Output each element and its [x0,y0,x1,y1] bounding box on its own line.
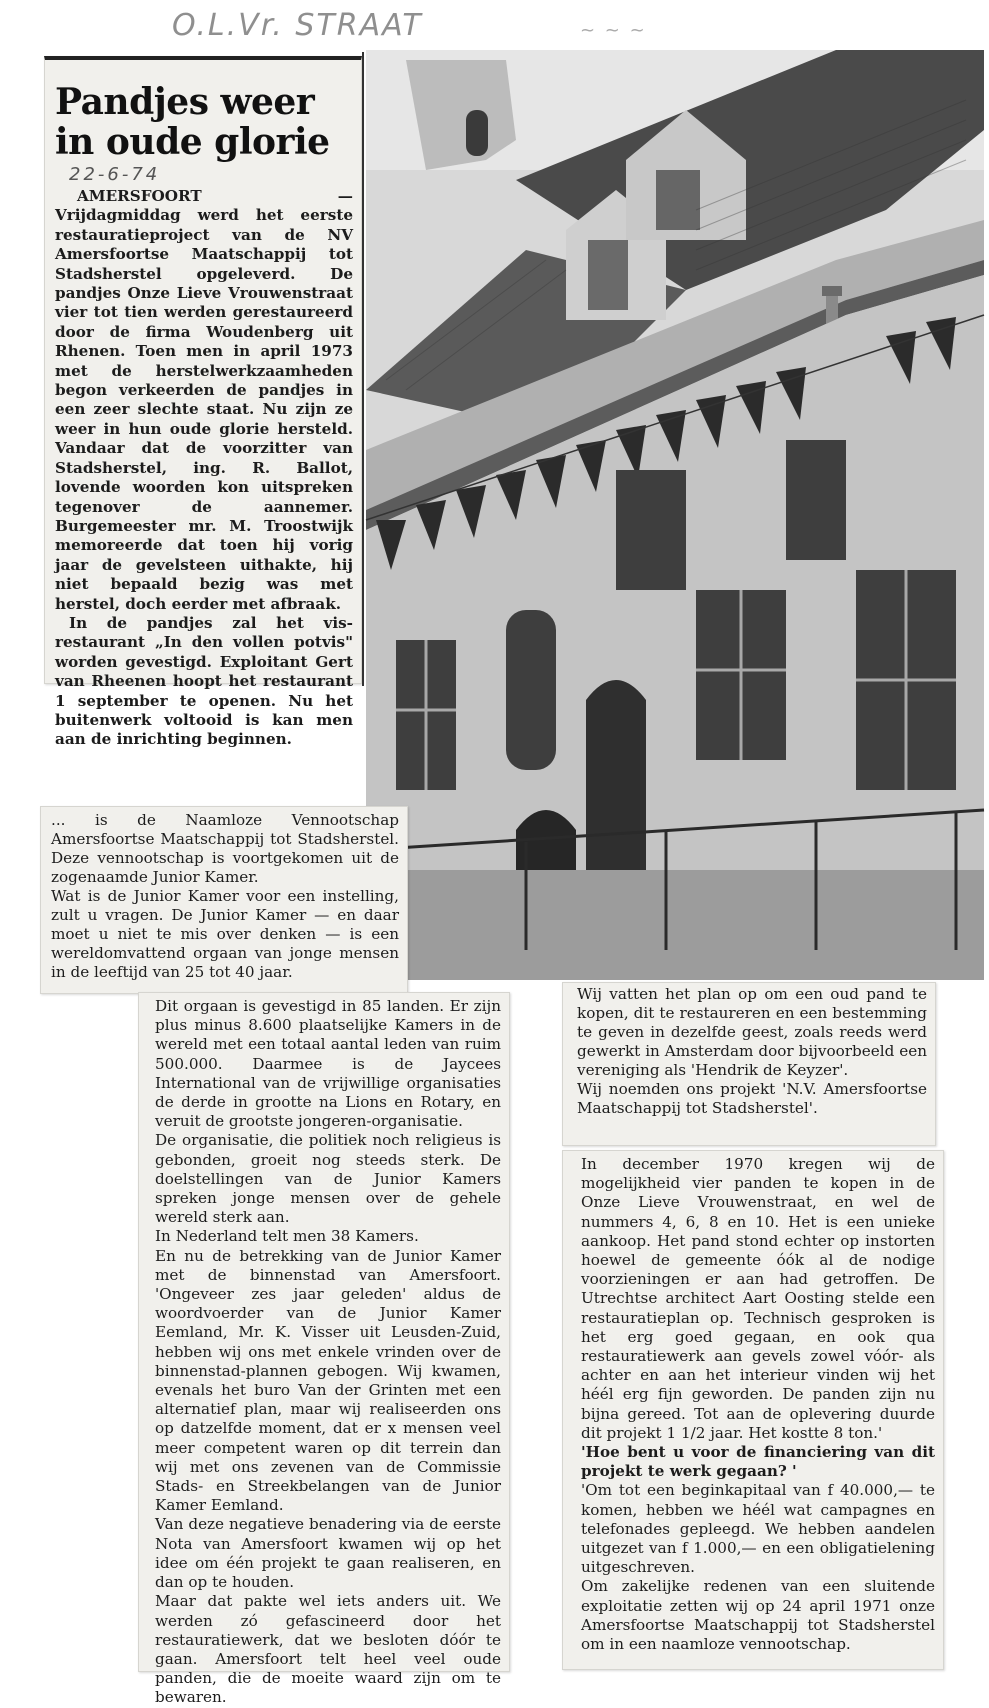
clipping-paragraph: In Nederland telt men 38 Kamers. [155,1227,419,1246]
article-headline: Pandjes weer in oude glorie [55,81,330,163]
clipping-paragraph: Van deze negatieve benadering via de eerste Nota van Amersfoort kwamen wij op het idee om één projekt te gaan realiseren, en dan op te houden. [155,1515,501,1592]
clipping-paragraph: Wij noemden ons projekt 'N.V. Amersfoortse Maatschappij tot Stadsherstel'. [577,1080,927,1117]
clipping-financing [562,1150,944,1670]
column-rule [362,52,364,686]
clipping-junior-kamer [40,806,408,994]
handwritten-note: O.L.Vr. STRAAT [172,8,423,43]
clipping-paragraph: In december 1970 kregen wij de mogelijkheid vier panden te kopen in de Onze Lieve Vrouwenstraat, en wel de nummers 4, 6, 8 en 10. Het is een unieke aankoop. Het pand stond echter op instorten hoewel de gemeente óók al de nodige voorzieningen er aan had getroffen. De Utrechtse architect Aart Oosting stelde een restauratieplan op. Technisch gesproken is het erg goed gegaan, en ook qua restauratiewerk aan gevels zowel vóór- als achter en aan het interieur vinden wij het héél erg fijn geworden. De panden zijn nu bijna gereed. Tot aan de oplevering duurde dit projekt 1 1/2 jaar. Het kostte 8 ton.' [581,1155,935,1442]
handwritten-scribble: ~ ~ ~ [580,20,647,41]
clipping-plan [562,982,936,1146]
clipping-paragraph: 'Om tot een beginkapitaal van f 40.000,— te komen, hebben we héél wat campagnes en telefonades gepleegd. We hebben aandelen uitgezet van f 1.000,— en een obligatielening uitgeschreven. [581,1481,935,1577]
clipping-paragraph: Maar dat pakte wel iets anders uit. We werden zó gefascineerd door het restauratiewerk, dat we besloten dóór te gaan. Amersfoort telt heel veel oude panden, die de moeite waard zijn om te bewaren. [155,1592,501,1707]
clipping-paragraph: De organisatie, die politiek noch religieus is gebonden, groeit nog steeds sterk. De doelstellingen van de Junior Kamers spreken jonge mensen over de gehele wereld sterk aan. [155,1131,501,1227]
interview-question: 'Hoe bent u voor de financiering van dit projekt te werk gegaan? ' [581,1443,935,1481]
handwritten-date: 22-6-74 [69,164,161,185]
clipping-paragraph: ... is de Naamloze Vennootschap Amersfoortse Maatschappij tot Stadsherstel. Deze vennootschap is voortgekomen uit de zogenaamde Junior Kamer. [51,811,399,886]
article-paragraph: In de pandjes zal het vis-restaurant „In den vollen potvis" worden gevestigd. Exploitant Gert van Rheenen hoopt het restaurant 1 september te openen. Nu het buitenwerk voltooid is kan men aan de inrichting beginnen. [55,613,353,749]
clipping-paragraph: Om zakelijke redenen van een sluitende exploitatie zetten wij op 24 april 1971 onze Amersfoortse Maatschappij tot Stadsherstel om in een naamloze vennootschap. [581,1577,935,1654]
clipping-organisation [138,992,510,1707]
clipping-paragraph: Wat is de Junior Kamer voor een instelling, zult u vragen. De Junior Kamer — en daar moet u niet te mis over denken — is een wereldomvattend orgaan van jonge mensen in de leeftijd van 25 tot 40 jaar. [51,887,399,981]
main-article-clipping [44,56,362,749]
clipping-paragraph: Dit orgaan is gevestigd in 85 landen. Er zijn plus minus 8.600 plaatselijke Kamers in de wereld met een totaal aantal leden van ruim 500.000. Daarmee is de Jaycees International van de vrijwillige organisaties de derde in grootte na Lions en Rotary, en veruit de grootste jongeren-organisatie. [155,997,501,1131]
clipping-paragraph: Wij vatten het plan op om een oud pand te kopen, dit te restaureren en een bestemming te geven in dezelfde geest, zoals reeds werd gewerkt in Amsterdam door bijvoorbeeld een vereniging als 'Hendrik de Keyzer'. [577,985,927,1079]
article-body [55,187,353,750]
clipping-paragraph: En nu de betrekking van de Junior Kamer met de binnenstad van Amersfoort. 'Ongeveer zes jaar geleden' aldus de woordvoerder van de Junior Kamer Eemland, Mr. K. Visser uit Leusden-Zuid, hebben wij ons met enkele vrinden over de binnenstad-plannen gebogen. Wij kwamen, evenals het buro Van der Grinten met een alternatief plan, maar wij realiseerden ons op datzelfde moment, dat er x mensen veel meer competent waren op dit terrein dan wij met ons zevenen van de Commissie Stads- en Streekbelangen van de Junior Kamer Eemland. [155,1246,501,1515]
building-photo [366,50,984,980]
article-paragraph: AMERSFOORT — Vrijdagmiddag werd het eerste restauratieproject van de NV Amersfoortse Maatschappij tot Stadsherstel opgeleverd. De pandjes Onze Lieve Vrouwenstraat vier tot tien werden gerestaureerd door de firma Woudenberg uit Rhenen. Toen men in april 1973 met de herstelwerkzaamheden begon verkeerden de pandjes in een zeer slechte staat. Nu zijn ze weer in hun oude glorie hersteld. Vandaar dat de voorzitter van Stadsherstel, ing. R. Ballot, lovende woorden kon uitspreken tegenover de aannemer. Burgemeester mr. M. Troostwijk memoreerde dat toen hij vorig jaar de gevelsteen uithakte, hij niet bepaald bezig was met herstel, doch eerder met afbraak. [55,187,353,613]
